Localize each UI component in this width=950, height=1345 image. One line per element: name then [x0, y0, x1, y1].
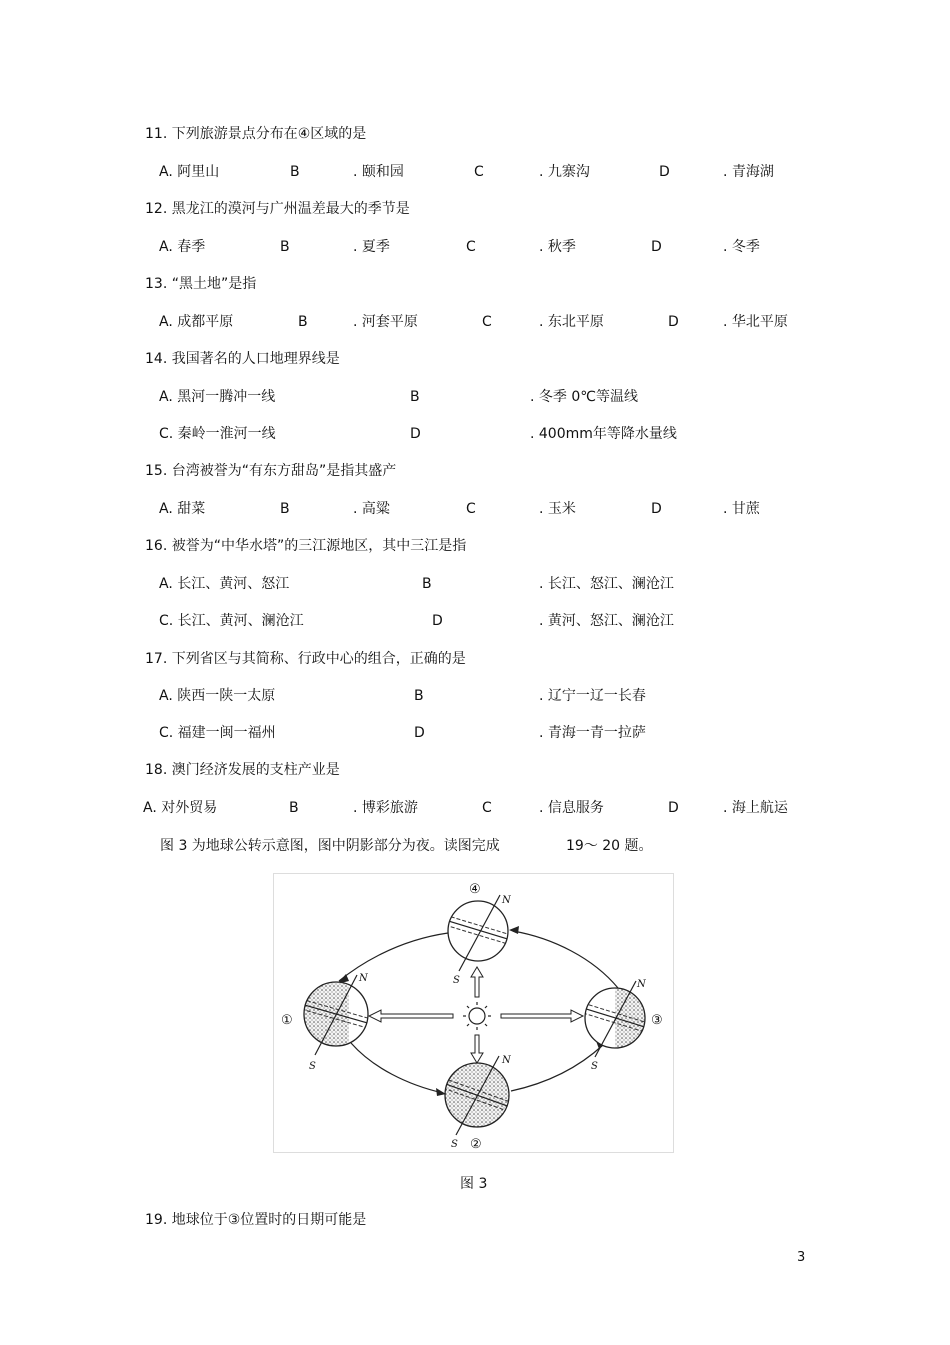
label-south: S — [453, 975, 460, 986]
option-a[interactable]: A. 对外贸易 — [143, 800, 218, 816]
figure-intro — [0, 836, 950, 856]
question-14-options-row1 — [0, 387, 950, 407]
label-north: N — [502, 895, 511, 906]
question-16-options-row1 — [0, 574, 950, 594]
option-c-letter: C — [466, 501, 476, 517]
option-c-letter: C — [466, 239, 476, 255]
label-position-3: ③ — [651, 1013, 663, 1028]
option-d-letter: D — [410, 426, 421, 442]
option-a[interactable]: A. 陕西一陕一太原 — [159, 688, 276, 704]
question-stem: 14. 我国著名的人口地理界线是 — [145, 351, 340, 367]
option-d[interactable]: . 华北平原 — [723, 314, 788, 330]
question-stem: 19. 地球位于③位置时的日期可能是 — [145, 1212, 367, 1228]
question-stem: 15. 台湾被誉为“有东方甜岛”是指其盛产 — [145, 463, 397, 479]
option-b-letter: B — [414, 688, 424, 704]
question-18 — [0, 760, 950, 780]
label-position-1: ① — [281, 1013, 293, 1028]
label-north: N — [359, 973, 368, 984]
question-11 — [0, 124, 950, 144]
option-b-letter: B — [289, 800, 299, 816]
question-stem: 17. 下列省区与其简称、行政中心的组合，正确的是 — [145, 651, 466, 667]
option-d-letter: D — [668, 800, 679, 816]
question-15-options — [0, 499, 950, 519]
option-b-letter: B — [290, 164, 300, 180]
option-d[interactable]: . 青海湖 — [723, 164, 774, 180]
option-b[interactable]: . 河套平原 — [353, 314, 418, 330]
question-11-options — [0, 162, 950, 182]
option-a[interactable]: A. 甜菜 — [159, 501, 206, 517]
question-16-options-row2 — [0, 611, 950, 631]
option-c-letter: C — [482, 800, 492, 816]
question-16 — [0, 536, 950, 556]
label-south: S — [591, 1061, 598, 1072]
option-a[interactable]: A. 春季 — [159, 239, 206, 255]
question-17-options-row2 — [0, 723, 950, 743]
earth-revolution-diagram — [273, 873, 674, 1153]
option-c-letter: C — [482, 314, 492, 330]
option-b-letter: B — [280, 501, 290, 517]
question-stem: 16. 被誉为“中华水塔”的三江源地区，其中三江是指 — [145, 538, 467, 554]
option-c[interactable]: . 玉米 — [539, 501, 576, 517]
question-stem: 11. 下列旅游景点分布在④区域的是 — [145, 126, 367, 142]
question-14 — [0, 349, 950, 369]
option-c[interactable]: . 东北平原 — [539, 314, 604, 330]
question-19 — [0, 1210, 950, 1230]
question-12 — [0, 199, 950, 219]
option-b[interactable]: . 颐和园 — [353, 164, 404, 180]
option-a[interactable]: A. 黑河一腾冲一线 — [159, 389, 276, 405]
question-stem: 12. 黑龙江的漠河与广州温差最大的季节是 — [145, 201, 410, 217]
label-north: N — [502, 1055, 511, 1066]
option-b-letter: B — [422, 576, 432, 592]
question-18-options — [0, 798, 950, 818]
option-c[interactable]: . 秋季 — [539, 239, 576, 255]
page-number: 3 — [797, 1250, 806, 1265]
option-a[interactable]: A. 成都平原 — [159, 314, 234, 330]
option-c[interactable]: . 信息服务 — [539, 800, 604, 816]
option-b[interactable]: . 夏季 — [353, 239, 390, 255]
question-12-options — [0, 237, 950, 257]
option-c[interactable]: C. 长江、黄河、澜沧江 — [159, 613, 304, 629]
figure-intro-text: 图 3 为地球公转示意图，图中阴影部分为夜。读图完成 — [160, 838, 500, 854]
question-14-options-row2 — [0, 424, 950, 444]
question-stem: 13. “黑土地”是指 — [145, 276, 257, 292]
option-d[interactable]: . 甘蔗 — [723, 501, 760, 517]
option-c[interactable]: . 九寨沟 — [539, 164, 590, 180]
option-a[interactable]: A. 长江、黄河、怒江 — [159, 576, 290, 592]
question-17 — [0, 649, 950, 669]
option-d-letter: D — [668, 314, 679, 330]
figure-caption: 图 3 — [460, 1176, 488, 1192]
question-15 — [0, 461, 950, 481]
label-position-4: ④ — [469, 882, 481, 897]
question-stem: 18. 澳门经济发展的支柱产业是 — [145, 762, 340, 778]
option-d-letter: D — [651, 501, 662, 517]
option-a[interactable]: A. 阿里山 — [159, 164, 220, 180]
option-b-letter: B — [280, 239, 290, 255]
option-b[interactable]: . 长江、怒江、澜沧江 — [539, 576, 674, 592]
option-b-letter: B — [410, 389, 420, 405]
option-b[interactable]: . 冬季 0℃等温线 — [530, 389, 638, 405]
label-north: N — [637, 979, 646, 990]
option-d-letter: D — [659, 164, 670, 180]
option-d[interactable]: . 海上航运 — [723, 800, 788, 816]
option-d[interactable]: . 400mm年等降水量线 — [530, 426, 677, 442]
option-c[interactable]: C. 秦岭一淮河一线 — [159, 426, 276, 442]
option-d-letter: D — [651, 239, 662, 255]
option-b[interactable]: . 辽宁一辽一长春 — [539, 688, 646, 704]
question-13 — [0, 274, 950, 294]
figure-intro-range: 19～ 20 题。 — [566, 838, 653, 854]
label-south: S — [309, 1061, 316, 1072]
question-13-options — [0, 312, 950, 332]
option-d-letter: D — [414, 725, 425, 741]
option-b[interactable]: . 博彩旅游 — [353, 800, 418, 816]
option-c[interactable]: C. 福建一闽一福州 — [159, 725, 276, 741]
option-b-letter: B — [298, 314, 308, 330]
label-position-2: ② — [470, 1137, 482, 1152]
option-d[interactable]: . 青海一青一拉萨 — [539, 725, 646, 741]
question-17-options-row1 — [0, 686, 950, 706]
option-d[interactable]: . 黄河、怒江、澜沧江 — [539, 613, 674, 629]
option-d[interactable]: . 冬季 — [723, 239, 760, 255]
label-south: S — [451, 1139, 458, 1150]
option-c-letter: C — [474, 164, 484, 180]
option-b[interactable]: . 高粱 — [353, 501, 390, 517]
option-d-letter: D — [432, 613, 443, 629]
